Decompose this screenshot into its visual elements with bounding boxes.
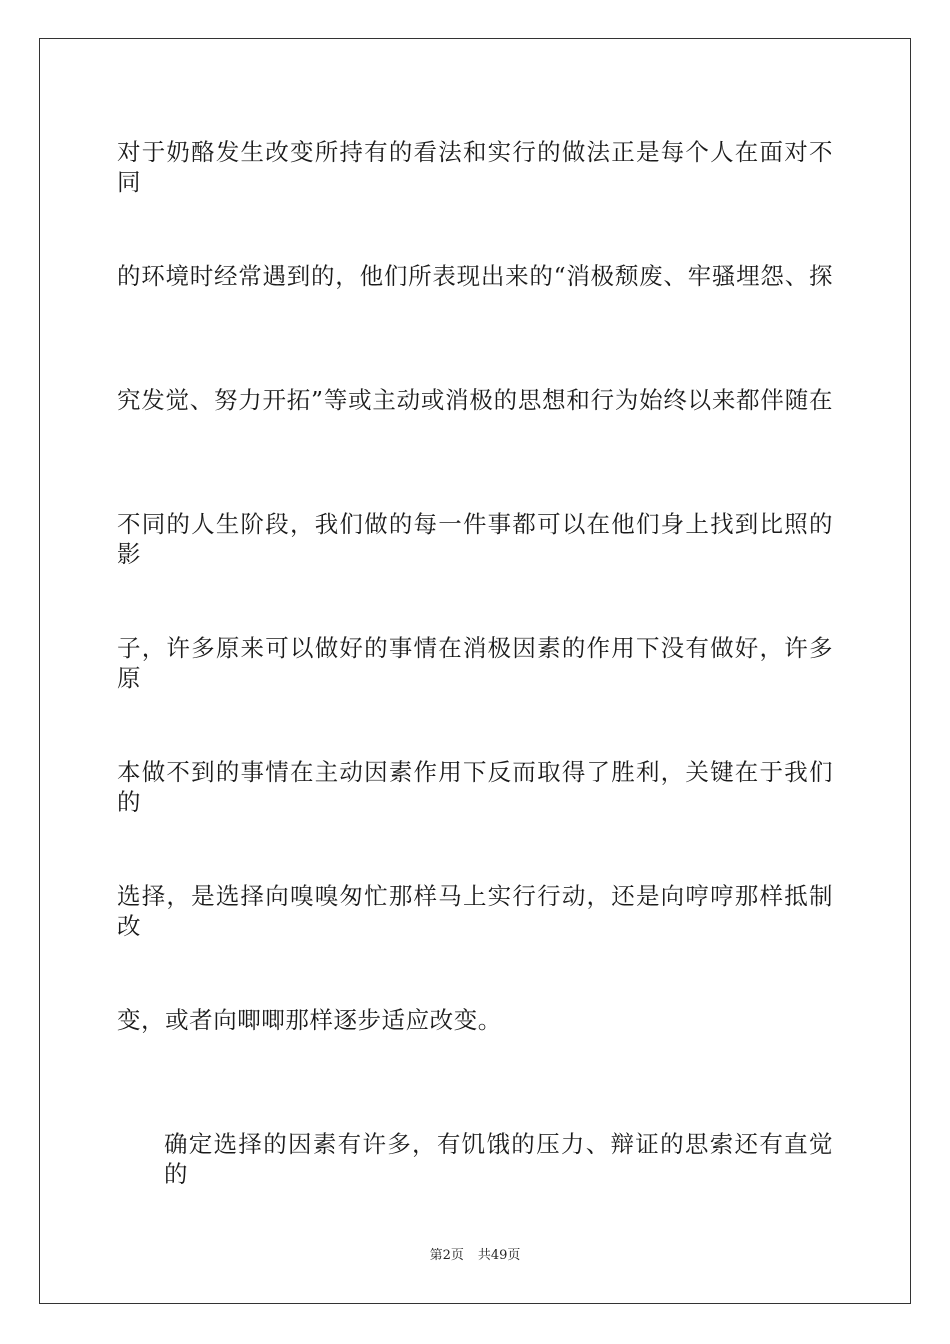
page-number: 第2页 bbox=[429, 1248, 464, 1263]
text-line-7: 选择，是选择向嗅嗅匆忙那样马上实行行动，还是向哼哼那样抵制改 bbox=[117, 882, 833, 940]
text-line-4: 不同的人生阶段，我们做的每一件事都可以在他们身上找到比照的影 bbox=[117, 510, 833, 568]
total-pages: 共49页 bbox=[477, 1248, 521, 1263]
text-line-8: 变，或者向唧唧那样逐步适应改变。 bbox=[117, 1006, 502, 1034]
text-line-2: 的环境时经常遇到的，他们所表现出来的“消极颓废、牢骚埋怨、探 bbox=[117, 262, 833, 290]
text-line-3: 究发觉、努力开拓”等或主动或消极的思想和行为始终以来都伴随在 bbox=[117, 386, 833, 414]
paragraph-start-line: 确定选择的因素有许多，有饥饿的压力、辩证的思索还有直觉的 bbox=[164, 1130, 833, 1188]
text-line-1: 对于奶酪发生改变所持有的看法和实行的做法正是每个人在面对不同 bbox=[117, 138, 833, 196]
page-footer bbox=[0, 1247, 950, 1265]
text-line-6: 本做不到的事情在主动因素作用下反而取得了胜利，关键在于我们的 bbox=[117, 758, 833, 816]
text-line-5: 子，许多原来可以做好的事情在消极因素的作用下没有做好，许多原 bbox=[117, 634, 833, 692]
